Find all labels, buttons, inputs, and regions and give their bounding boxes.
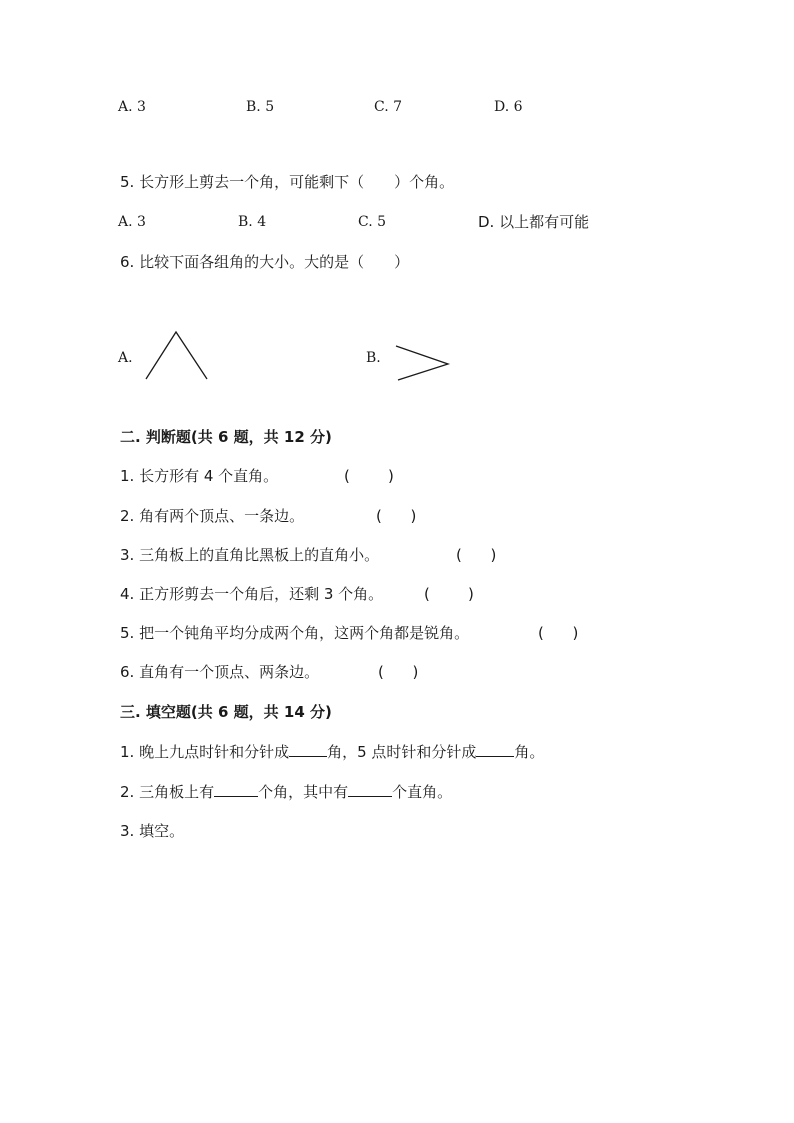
tf-answer-5[interactable]: ( )	[538, 624, 579, 642]
tf-item-5: 5. 把一个钝角平均分成两个角，这两个角都是锐角。	[120, 624, 470, 642]
tf-answer-2[interactable]: ( )	[376, 507, 417, 525]
tf-item-3: 3. 三角板上的直角比黑板上的直角小。	[120, 546, 380, 564]
fill-item-1	[120, 742, 544, 762]
tf-answer-1[interactable]: ( )	[344, 467, 394, 485]
q4-option-d: D. 6	[494, 99, 523, 115]
tf-item-1: 1. 长方形有 4 个直角。	[120, 467, 279, 485]
q4-option-c: C. 7	[374, 99, 403, 115]
q6-option-b-label: B.	[366, 350, 381, 366]
q4-option-a: A. 3	[118, 99, 146, 115]
angle-b-lines	[396, 346, 448, 380]
q5-question: 5. 长方形上剪去一个角，可能剩下（ ）个角。	[120, 173, 455, 191]
section3-title: 三. 填空题(共 6 题，共 14 分)	[120, 703, 332, 721]
tf-answer-3[interactable]: ( )	[456, 546, 497, 564]
tf-answer-6[interactable]: ( )	[378, 663, 419, 681]
fill-item-2-part1: 2. 三角板上有	[120, 783, 215, 801]
fill-blank-2b[interactable]	[348, 782, 392, 797]
q6-question: 6. 比较下面各组角的大小。大的是（ ）	[120, 253, 410, 271]
q6-angle-b-figure	[392, 342, 454, 384]
q5-option-b: B. 4	[238, 214, 267, 230]
section2-title: 二. 判断题(共 6 题，共 12 分)	[120, 428, 332, 446]
fill-item-2-part3: 个直角。	[392, 783, 453, 801]
fill-blank-2a[interactable]	[214, 782, 258, 797]
q5-option-a: A. 3	[118, 214, 146, 230]
q6-option-a-label: A.	[118, 350, 133, 366]
fill-item-1-part1: 1. 晚上九点时针和分针成	[120, 743, 290, 761]
q6-angle-a-figure	[140, 328, 212, 384]
fill-item-1-part2: 角，5 点时针和分针成	[327, 743, 477, 761]
tf-item-2: 2. 角有两个顶点、一条边。	[120, 507, 305, 525]
tf-answer-4[interactable]: ( )	[424, 585, 474, 603]
angle-a-lines	[146, 332, 207, 379]
fill-item-2-part2: 个角，其中有	[258, 783, 349, 801]
fill-item-2	[120, 782, 452, 802]
fill-blank-1b[interactable]	[476, 742, 514, 757]
tf-item-6: 6. 直角有一个顶点、两条边。	[120, 663, 320, 681]
fill-blank-1a[interactable]	[289, 742, 327, 757]
q4-option-b: B. 5	[246, 99, 275, 115]
fill-item-1-part3: 角。	[514, 743, 545, 761]
fill-item-3: 3. 填空。	[120, 822, 185, 840]
q5-option-c: C. 5	[358, 214, 387, 230]
tf-item-4: 4. 正方形剪去一个角后，还剩 3 个角。	[120, 585, 384, 603]
q5-option-d: D. 以上都有可能	[478, 213, 590, 231]
